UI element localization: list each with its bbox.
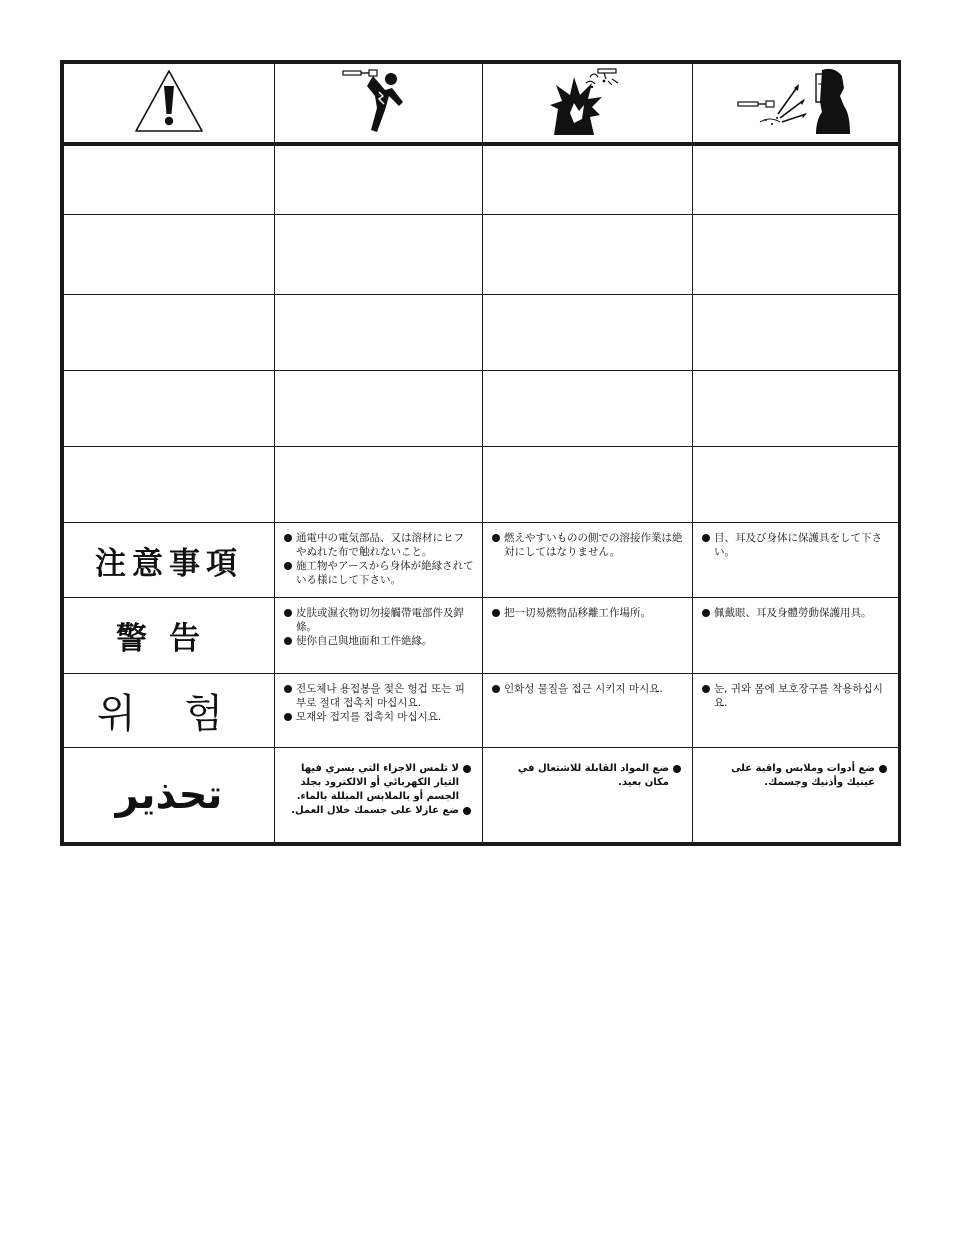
list-item: 皮肤或濕衣物切勿接觸帶電部件及銲條。 bbox=[283, 606, 474, 634]
japanese-rays-cell bbox=[693, 523, 899, 598]
arabic-shock-cell bbox=[275, 747, 483, 842]
japanese-fire-cell bbox=[483, 523, 693, 598]
arabic-fire-cell bbox=[483, 747, 693, 842]
korean-header-cell bbox=[64, 673, 275, 747]
arc-rays-icon bbox=[736, 66, 856, 140]
blank-row bbox=[64, 370, 899, 446]
icon-cell-general bbox=[64, 64, 275, 145]
arabic-row bbox=[64, 747, 899, 842]
warning-triangle-icon bbox=[133, 68, 205, 138]
korean-header: 위 험 bbox=[97, 690, 241, 737]
icon-cell-arc-rays bbox=[693, 64, 899, 145]
blank-row bbox=[64, 144, 899, 215]
fire-explosion-icon bbox=[546, 65, 630, 141]
korean-row bbox=[64, 673, 899, 747]
chinese-shock-cell bbox=[275, 598, 483, 673]
blank-row bbox=[64, 446, 899, 522]
chinese-header-cell bbox=[64, 598, 275, 673]
blank-row bbox=[64, 215, 899, 294]
electric-shock-icon bbox=[339, 66, 419, 140]
list-item: 使你自己與地面和工件絶緣。 bbox=[283, 634, 474, 648]
list-item: ضع المواد القابلة للاشتعال في مكان بعيد. bbox=[491, 762, 682, 790]
list-item: ضع عازلا على جسمك خلال العمل. bbox=[283, 804, 472, 818]
list-item: ضع أدوات وملابس واقية على عينيك وأذنيك وجسمك. bbox=[701, 762, 888, 790]
list-item: 把一切易燃物品移離工作場所。 bbox=[491, 606, 684, 620]
japanese-header: 注意事項 bbox=[95, 545, 243, 582]
arabic-header: تحذير bbox=[115, 771, 223, 818]
arabic-rays-cell bbox=[693, 747, 899, 842]
list-item: 전도체나 용접봉을 젖은 헝겁 또는 피부로 절대 접촉치 마십시요. bbox=[283, 682, 474, 710]
icon-cell-shock bbox=[275, 64, 483, 145]
list-item: 인화성 물질을 접근 시키지 마시요. bbox=[491, 682, 684, 696]
japanese-shock-cell bbox=[275, 523, 483, 598]
list-item: 目、耳及び身体に保護具をして下さい。 bbox=[701, 531, 890, 559]
korean-fire-cell bbox=[483, 673, 693, 747]
list-item: 燃えやすいものの側での溶接作業は絶対にしてはなりません。 bbox=[491, 531, 684, 559]
list-item: 通電中の電気部品、又は溶材にヒフやぬれた布で触れないこと。 bbox=[283, 531, 474, 559]
blank-row bbox=[64, 294, 899, 370]
japanese-header-cell bbox=[64, 523, 275, 598]
warning-grid bbox=[63, 63, 899, 843]
safety-warning-table bbox=[60, 60, 901, 846]
japanese-row bbox=[64, 523, 899, 598]
chinese-header: 警告 bbox=[116, 620, 222, 657]
korean-shock-cell bbox=[275, 673, 483, 747]
list-item: 눈, 귀와 몸에 보호장구를 착용하십시요. bbox=[701, 682, 890, 710]
korean-rays-cell bbox=[693, 673, 899, 747]
list-item: 施工物やアースから身体が絶縁されている様にして下さい。 bbox=[283, 559, 474, 587]
chinese-row bbox=[64, 598, 899, 673]
list-item: 佩戴眼、耳及身體勞動保護用具。 bbox=[701, 606, 890, 620]
chinese-fire-cell bbox=[483, 598, 693, 673]
icon-row bbox=[64, 64, 899, 145]
list-item: 모재와 접지를 접촉치 마십시요. bbox=[283, 710, 474, 724]
arabic-header-cell bbox=[64, 747, 275, 842]
list-item: لا تلمس الاجزاء التي يسري فيها التيار الكهربائي أو الالكترود بجلد الجسم أو بالملابس المبللة بالماء. bbox=[283, 762, 472, 804]
chinese-rays-cell bbox=[693, 598, 899, 673]
icon-cell-fire bbox=[483, 64, 693, 145]
